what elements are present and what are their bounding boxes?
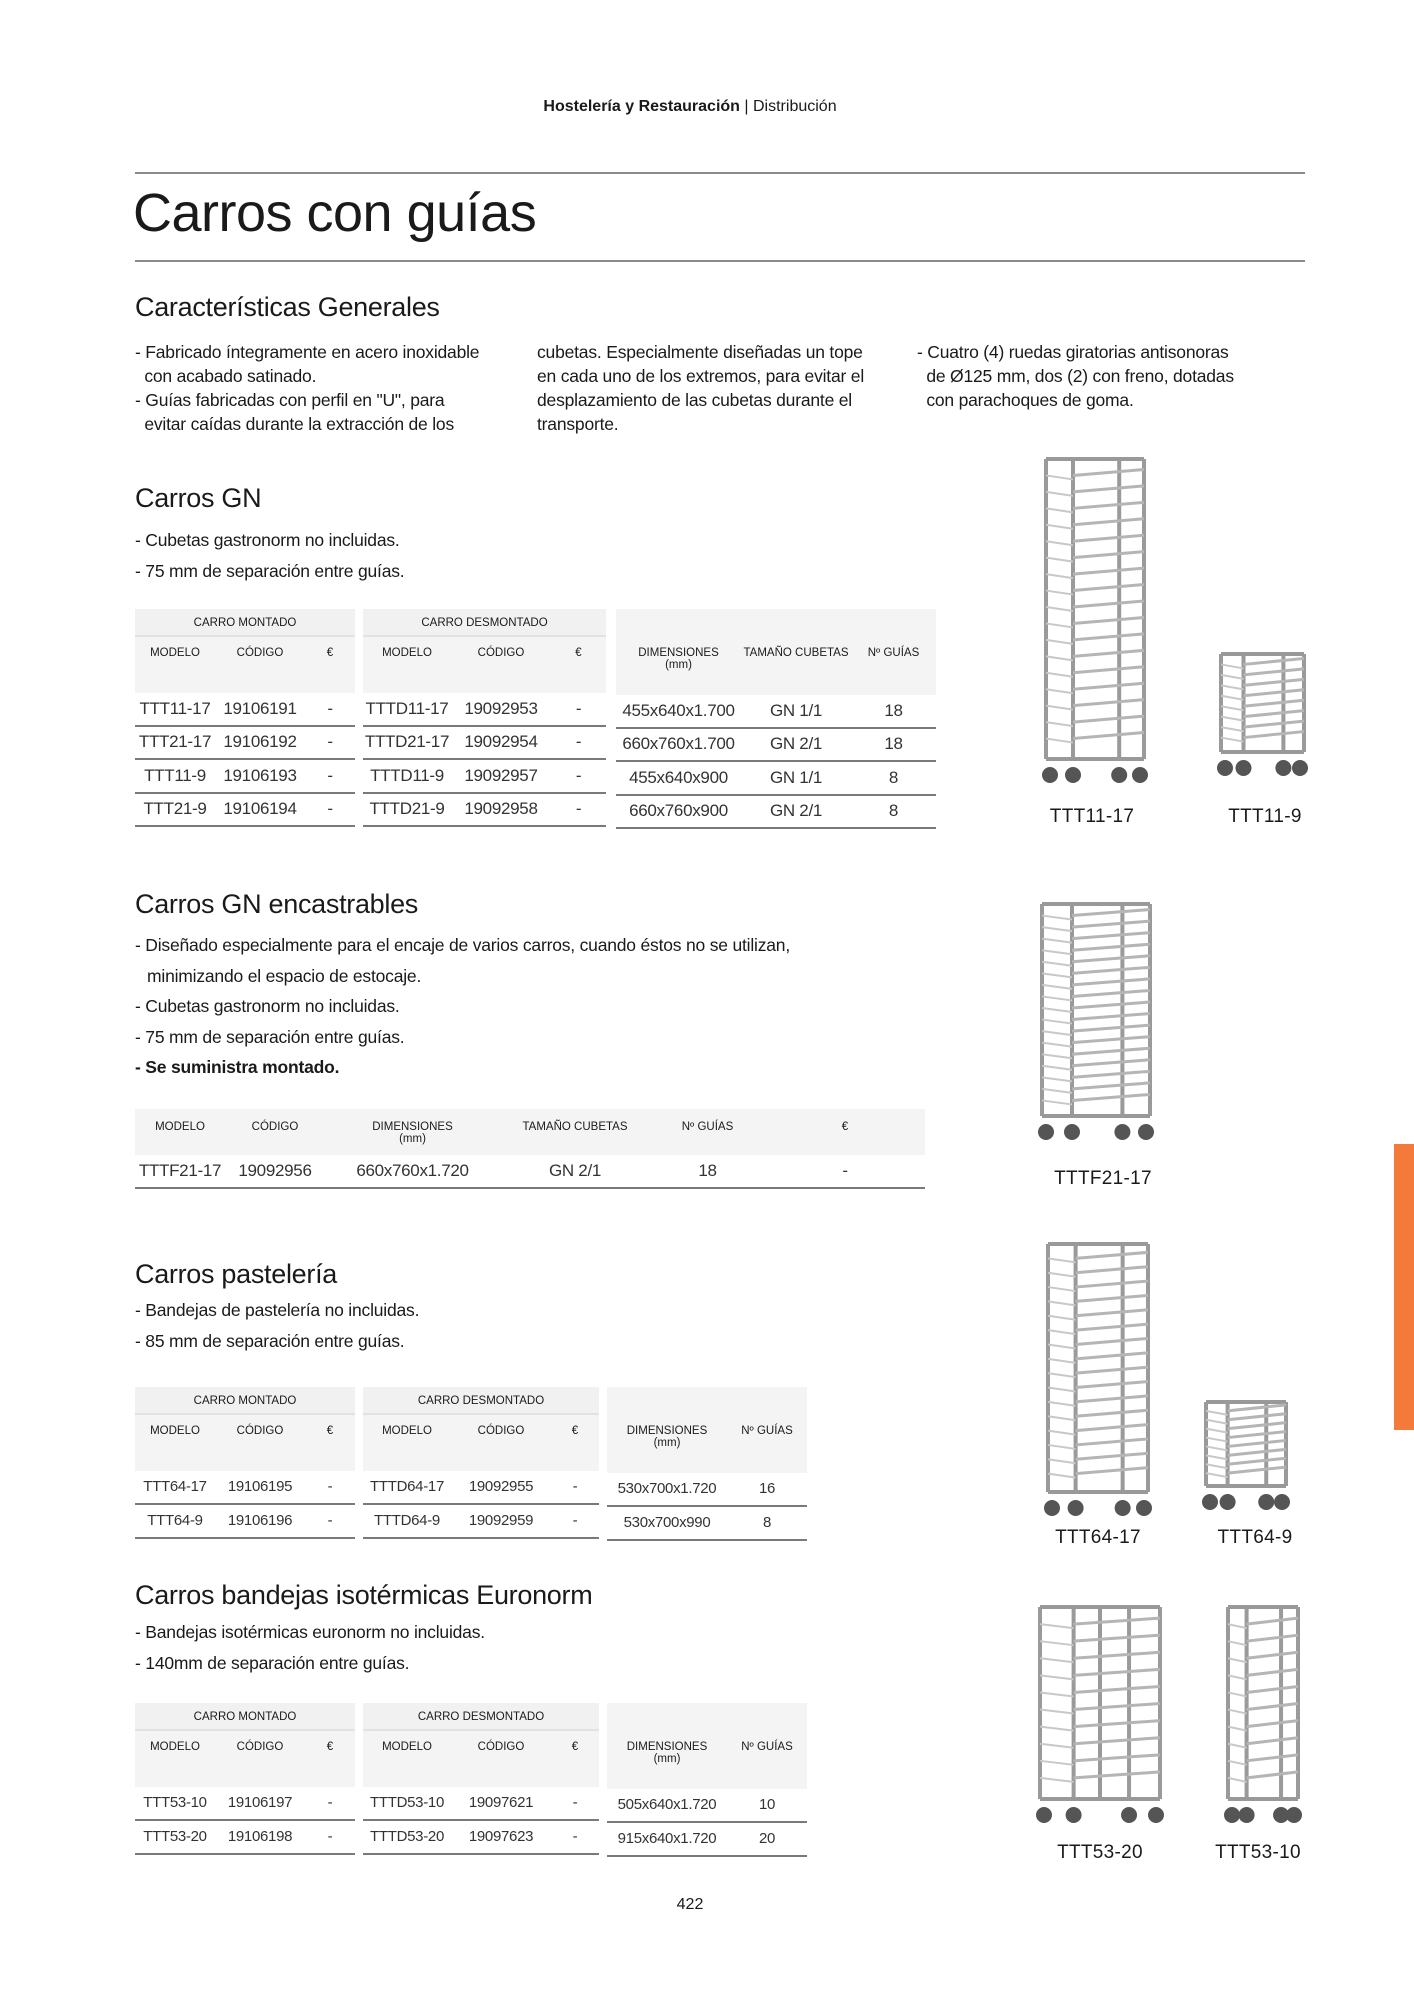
table-group <box>135 1109 925 1189</box>
table-cell: - <box>575 698 582 718</box>
table-cell: 19106197 <box>227 1794 293 1811</box>
table-cell: - <box>572 1828 578 1845</box>
table-cell: 8 <box>888 801 899 821</box>
general-col1 <box>135 340 479 436</box>
encastrables-heading: Carros GN encastrables <box>135 889 419 919</box>
trolley-image <box>1040 455 1150 785</box>
table-row <box>363 1505 599 1539</box>
table-row <box>135 693 355 727</box>
table-row <box>363 1787 599 1821</box>
column-header: MODELO <box>382 1741 432 1753</box>
table-row <box>135 794 355 828</box>
text-line: evitar caídas durante la extracción de los <box>135 414 455 434</box>
column-header: CÓDIGO <box>236 1425 284 1437</box>
group-title: CARRO MONTADO <box>135 1703 355 1731</box>
column-header: € <box>575 647 582 659</box>
table-cell: - <box>327 1828 333 1845</box>
table-cell: GN 2/1 <box>769 801 823 821</box>
bullet-item: - Cubetas gastronorm no incluidas. <box>135 530 400 550</box>
trolley-image <box>1042 1240 1154 1518</box>
table-row <box>135 1155 925 1189</box>
column-headers <box>616 609 936 695</box>
table-row <box>607 1789 807 1823</box>
gn-heading: Carros GN <box>135 483 262 513</box>
section-tab <box>1394 1144 1414 1430</box>
group-title: CARRO DESMONTADO <box>363 1387 599 1415</box>
table-cell: 19106198 <box>227 1828 293 1845</box>
table-cell: 19106195 <box>227 1478 293 1495</box>
table-cell: TTT64-9 <box>147 1512 203 1529</box>
bullet-item: minimizando el espacio de estocaje. <box>147 965 422 986</box>
page-number: 422 <box>676 1896 704 1913</box>
trolley-label: TTT11-9 <box>1228 806 1302 827</box>
text-line: - Cuatro (4) ruedas giratorias antisonoras <box>917 342 1229 362</box>
column-header: DIMENSIONES (mm) <box>372 1121 453 1145</box>
table-cell: TTTD53-10 <box>370 1794 444 1811</box>
column-headers <box>363 1731 599 1787</box>
general-col3 <box>917 340 1234 412</box>
group-title: CARRO DESMONTADO <box>363 1703 599 1731</box>
table-row <box>363 1471 599 1505</box>
table-cell: 20 <box>758 1830 776 1847</box>
table-cell: GN 2/1 <box>548 1160 602 1180</box>
table-cell: - <box>572 1478 578 1495</box>
table-cell: 660x760x900 <box>629 801 728 821</box>
text-line: - Guías fabricadas con perfil en "U", para <box>135 390 445 410</box>
table-cell: TTT53-20 <box>143 1828 207 1845</box>
table-cell: 455x640x900 <box>629 767 728 787</box>
bullet-item: - 140mm de separación entre guías. <box>135 1652 410 1673</box>
column-unit: (mm) <box>399 1133 426 1145</box>
table-row <box>363 693 606 727</box>
column-header: DIMENSIONES (mm) <box>626 1425 708 1449</box>
column-header: MODELO <box>382 1425 432 1437</box>
table-cell: 915x640x1.720 <box>617 1830 717 1847</box>
table-cell: - <box>575 732 582 752</box>
column-unit: (mm) <box>653 1437 681 1449</box>
bullet-item: - Cubetas gastronorm no incluidas. <box>135 996 400 1016</box>
table-cell: 505x640x1.720 <box>617 1796 717 1813</box>
column-header: CÓDIGO <box>477 647 525 659</box>
trolley-label: TTT53-20 <box>1057 1842 1143 1863</box>
table-cell: 19092956 <box>238 1160 312 1180</box>
table-row <box>616 729 936 763</box>
column-header: TAMAÑO CUBETAS <box>522 1121 628 1133</box>
table-cell: - <box>572 1512 578 1529</box>
table-cell: TTTD64-17 <box>370 1478 444 1495</box>
table-cell: 19106196 <box>227 1512 293 1529</box>
column-header: MODELO <box>150 1425 200 1437</box>
trolley-label: TTT64-9 <box>1217 1527 1293 1548</box>
table-cell: 19092959 <box>468 1512 534 1529</box>
table-cell: 10 <box>758 1796 776 1813</box>
table-group <box>135 1703 355 1855</box>
trolley-image <box>1215 650 1310 778</box>
euronorm-bullets <box>135 1622 485 1683</box>
column-header: CÓDIGO <box>236 1741 284 1753</box>
column-header: € <box>571 1741 579 1753</box>
bullet-item: - 85 mm de separación entre guías. <box>135 1330 405 1351</box>
table-cell: 19092953 <box>464 698 538 718</box>
column-header: DIMENSIONES (mm) <box>626 1741 708 1765</box>
bullet-item: - 75 mm de separación entre guías. <box>135 1026 405 1047</box>
gn-bullets <box>135 530 404 591</box>
trolley-label: TTTF21-17 <box>1054 1168 1152 1189</box>
table-cell: 19092958 <box>464 799 538 819</box>
table-cell: - <box>572 1794 578 1811</box>
page-title: Carros con guías <box>133 183 537 243</box>
table-row <box>135 1787 355 1821</box>
column-header: MODELO <box>155 1121 205 1133</box>
table-cell: 19106191 <box>223 698 297 718</box>
trolley-label: TTT64-17 <box>1055 1527 1141 1548</box>
table-cell: GN 2/1 <box>769 734 823 754</box>
table-cell: - <box>327 765 333 785</box>
table-cell: GN 1/1 <box>769 767 823 787</box>
bullet-item: - Bandejas de pastelería no incluidas. <box>135 1300 420 1320</box>
column-header: € <box>326 1425 334 1437</box>
table-cell: - <box>327 1478 333 1495</box>
column-header: € <box>326 647 334 659</box>
table-cell: 18 <box>884 734 903 754</box>
table-cell: - <box>327 1512 333 1529</box>
column-header: MODELO <box>150 1741 200 1753</box>
table-cell: TTTD11-17 <box>365 698 449 718</box>
table-cell: TTTF21-17 <box>138 1160 222 1180</box>
table-cell: TTT11-9 <box>144 765 206 785</box>
table-cell: TTT11-17 <box>139 698 211 718</box>
table-group <box>607 1703 807 1857</box>
column-headers <box>135 1731 355 1787</box>
column-header: DIMENSIONES (mm) <box>638 647 719 671</box>
column-header: Nº GUÍAS <box>741 1425 793 1437</box>
table-cell: 660x760x1.700 <box>622 734 735 754</box>
table-cell: 19106193 <box>223 765 297 785</box>
table-group <box>616 609 936 829</box>
table-cell: TTT21-9 <box>143 799 207 819</box>
column-header: Nº GUÍAS <box>681 1121 734 1133</box>
column-headers <box>135 1109 925 1155</box>
table-cell: 19092955 <box>468 1478 534 1495</box>
trolley-image <box>1222 1603 1304 1825</box>
table-cell: 19097623 <box>468 1828 534 1845</box>
table-cell: 19106192 <box>223 732 297 752</box>
header-subsection: Distribución <box>753 98 837 115</box>
column-headers <box>607 1703 807 1789</box>
table-row <box>607 1823 807 1857</box>
header-section: Hostelería y Restauración <box>543 98 740 115</box>
table-cell: - <box>842 1160 848 1180</box>
column-unit: (mm) <box>653 1753 681 1765</box>
table-cell: TTTD21-9 <box>369 799 445 819</box>
column-header: MODELO <box>150 647 200 659</box>
table-row <box>363 760 606 794</box>
table-cell: TTTD64-9 <box>374 1512 440 1529</box>
table-cell: TTT64-17 <box>143 1478 207 1495</box>
table-row <box>616 796 936 830</box>
bullet-item: - Bandejas isotérmicas euronorm no incluidas. <box>135 1622 485 1642</box>
general-col2 <box>537 340 864 436</box>
column-unit: (mm) <box>665 659 692 671</box>
trolley-image <box>1034 1603 1166 1825</box>
header-separator: | <box>744 98 749 115</box>
table-group <box>363 609 606 827</box>
column-headers <box>607 1387 807 1473</box>
table-row <box>135 1505 355 1539</box>
text-line: transporte. <box>537 414 619 434</box>
column-header: CÓDIGO <box>477 1741 525 1753</box>
table-cell: 18 <box>884 700 903 720</box>
table-cell: 19097621 <box>468 1794 534 1811</box>
column-header: € <box>571 1425 579 1437</box>
table-row <box>363 727 606 761</box>
encastrables-bullets <box>135 935 790 1088</box>
column-headers <box>363 1415 599 1471</box>
running-header <box>0 98 1380 116</box>
table-cell: 8 <box>762 1514 772 1531</box>
table-group <box>135 609 355 827</box>
text-line: con parachoques de goma. <box>917 390 1134 410</box>
column-header: MODELO <box>382 647 432 659</box>
table-cell: - <box>575 799 582 819</box>
table-cell: 19092957 <box>464 765 538 785</box>
text-line: en cada uno de los extremos, para evitar el <box>537 366 865 386</box>
table-cell: - <box>327 732 333 752</box>
table-cell: - <box>327 1794 333 1811</box>
top-rule <box>135 172 1305 174</box>
table-row <box>363 794 606 828</box>
table-cell: GN 1/1 <box>769 700 823 720</box>
table-cell: 530x700x990 <box>623 1514 711 1531</box>
table-row <box>616 695 936 729</box>
column-headers <box>135 637 355 693</box>
trolley-image <box>1036 900 1156 1142</box>
table-row <box>135 760 355 794</box>
table-cell: - <box>575 765 582 785</box>
column-header: CÓDIGO <box>477 1425 525 1437</box>
table-row <box>607 1507 807 1541</box>
text-line: desplazamiento de las cubetas durante el <box>537 390 852 410</box>
column-header: TAMAÑO CUBETAS <box>743 647 849 659</box>
group-title: CARRO MONTADO <box>135 1387 355 1415</box>
group-title: CARRO DESMONTADO <box>363 609 606 637</box>
euronorm-heading: Carros bandejas isotérmicas Euronorm <box>135 1580 593 1610</box>
table-cell: TTTD21-17 <box>364 732 450 752</box>
table-cell: TTT21-17 <box>138 732 212 752</box>
column-header: Nº GUÍAS <box>741 1741 793 1753</box>
column-header: € <box>841 1121 849 1133</box>
bullet-item: - Diseñado especialmente para el encaje de varios carros, cuando éstos no se utilizan, <box>135 935 790 955</box>
trolley-label: TTT53-10 <box>1215 1842 1301 1863</box>
table-cell: TTTD53-20 <box>370 1828 444 1845</box>
column-header: € <box>326 1741 334 1753</box>
column-header: CÓDIGO <box>236 647 284 659</box>
table-row <box>607 1473 807 1507</box>
table-row <box>135 1471 355 1505</box>
table-group <box>135 1387 355 1539</box>
table-cell: TTTD11-9 <box>370 765 444 785</box>
group-title: CARRO MONTADO <box>135 609 355 637</box>
text-line: con acabado satinado. <box>135 366 317 386</box>
table-cell: 660x760x1.720 <box>356 1160 469 1180</box>
table-cell: 530x700x1.720 <box>617 1480 717 1497</box>
table-group <box>363 1387 599 1539</box>
table-group <box>607 1387 807 1541</box>
table-cell: - <box>327 698 333 718</box>
table-cell: 18 <box>698 1160 717 1180</box>
table-cell: - <box>327 799 333 819</box>
table-cell: TTT53-10 <box>143 1794 207 1811</box>
trolley-image <box>1200 1398 1292 1512</box>
column-header: CÓDIGO <box>251 1121 299 1133</box>
text-line: cubetas. Especialmente diseñadas un tope <box>537 342 863 362</box>
table-cell: 455x640x1.700 <box>622 700 735 720</box>
table-row <box>616 762 936 796</box>
text-line: - Fabricado íntegramente en acero inoxidable <box>135 342 480 362</box>
table-row <box>363 1821 599 1855</box>
table-cell: 19106194 <box>223 799 297 819</box>
pasteleria-bullets <box>135 1300 419 1361</box>
pasteleria-heading: Carros pastelería <box>135 1259 337 1289</box>
table-cell: 8 <box>888 767 899 787</box>
text-line: de Ø125 mm, dos (2) con freno, dotadas <box>917 366 1234 386</box>
table-group <box>363 1703 599 1855</box>
table-row <box>135 1821 355 1855</box>
table-cell: 19092954 <box>464 732 538 752</box>
bullet-item: - 75 mm de separación entre guías. <box>135 560 405 581</box>
column-headers <box>135 1415 355 1471</box>
table-row <box>135 727 355 761</box>
trolley-label: TTT11-17 <box>1049 806 1135 827</box>
table-cell: 16 <box>758 1480 776 1497</box>
bullet-item: - Se suministra montado. <box>135 1057 340 1077</box>
column-headers <box>363 637 606 693</box>
title-rule <box>135 260 1305 262</box>
general-heading: Características Generales <box>135 292 440 322</box>
column-header: Nº GUÍAS <box>867 647 920 659</box>
